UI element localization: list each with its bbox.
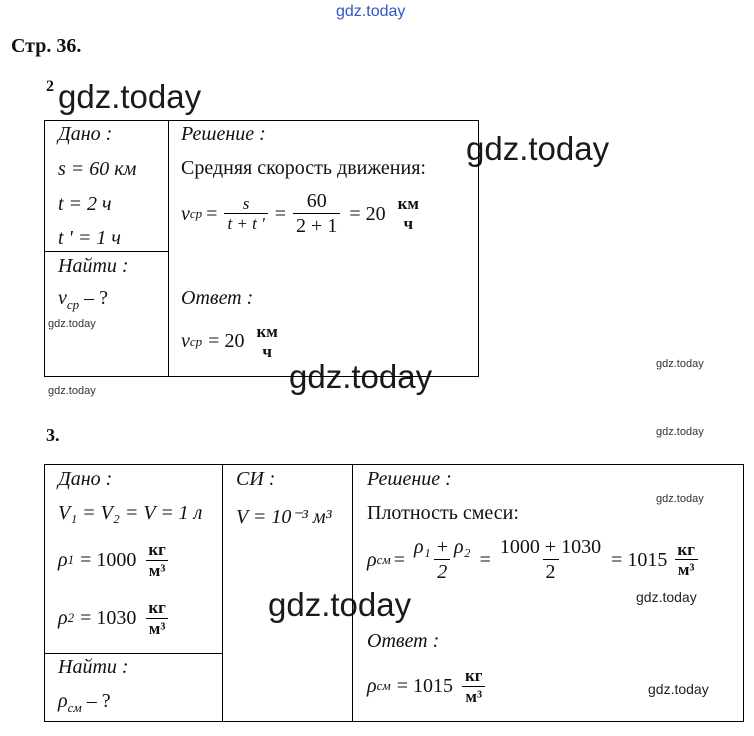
si-value: V = 10⁻³ м³: [236, 506, 332, 528]
watermark-small: gdz.today: [48, 385, 96, 397]
watermark-small: gdz.today: [656, 426, 704, 438]
numerator: 60: [306, 190, 327, 212]
solution-label: Решение :: [181, 123, 266, 145]
unit-numerator: км: [256, 322, 278, 341]
problem-number: 3.: [46, 425, 60, 445]
watermark-large: gdz.today: [268, 586, 412, 623]
unit-numerator: кг: [148, 598, 166, 617]
unit-numerator: км: [397, 194, 419, 214]
table-divider: [168, 120, 169, 377]
variable: ρ: [58, 548, 68, 571]
answer-label: Ответ :: [181, 287, 254, 309]
given-value: = 1000: [80, 548, 137, 571]
find-tail: – ?: [86, 690, 111, 712]
fraction: [411, 536, 474, 584]
result: = 20: [349, 202, 386, 225]
formula: [367, 536, 701, 584]
fraction: [224, 194, 267, 235]
unit-denominator: м³: [146, 618, 169, 639]
unit-fraction: [253, 322, 280, 362]
watermark-large: gdz.today: [289, 358, 433, 395]
unit-fraction: [395, 194, 422, 234]
table-divider: [352, 464, 353, 722]
page-heading: Стр. 36.: [11, 35, 82, 57]
variable: ρ: [58, 690, 68, 712]
unit-numerator: кг: [464, 666, 483, 685]
table-divider: [44, 251, 168, 252]
subscript: 2: [67, 610, 75, 626]
watermark-small: gdz.today: [648, 681, 709, 697]
watermark-large: gdz.today: [466, 130, 610, 167]
subscript: ср: [189, 206, 203, 221]
answer-label: Ответ :: [367, 630, 440, 652]
subscript: см: [67, 700, 82, 715]
unit-fraction: [145, 598, 169, 639]
unit-numerator: кг: [677, 539, 695, 559]
unit-denominator: ч: [403, 213, 414, 233]
subscript: см: [376, 678, 391, 694]
result: = 1015: [611, 548, 668, 571]
find-label: Найти :: [58, 656, 129, 678]
solution-label: Решение :: [367, 468, 452, 490]
unit-denominator: м³: [146, 560, 169, 581]
equals-sign: =: [206, 202, 218, 225]
subscript: ср: [189, 333, 203, 349]
solution-text: Плотность смеси:: [367, 502, 519, 524]
variable: v: [58, 287, 67, 309]
denominator: t + t ': [224, 213, 267, 234]
watermark-small: gdz.today: [48, 318, 96, 330]
watermark-large: gdz.today: [58, 78, 202, 115]
variable: ρ: [58, 606, 68, 629]
answer-value: = 1015: [396, 674, 453, 697]
denominator: 2: [543, 559, 559, 584]
watermark-small: gdz.today: [656, 358, 704, 370]
subscript: см: [376, 552, 391, 567]
unit-fraction: [145, 540, 169, 581]
variable: v: [181, 330, 190, 353]
answer: [367, 666, 488, 707]
watermark-small: gdz.today: [656, 493, 704, 505]
denominator: 2 + 1: [293, 213, 340, 238]
solution-text: Средняя скорость движения:: [181, 157, 426, 179]
unit-fraction: [462, 666, 486, 707]
numerator: 1000 + 1030: [499, 536, 602, 558]
numerator: s: [242, 193, 250, 213]
watermark-small: gdz.today: [636, 589, 697, 605]
variable: v: [181, 202, 190, 225]
problem-number: 2: [46, 78, 54, 95]
table-divider: [44, 653, 222, 654]
numerator: ρ₁ + ρ₂: [413, 536, 471, 558]
given-value: = 1030: [80, 606, 137, 629]
unit-numerator: кг: [148, 540, 166, 559]
unit-denominator: ч: [262, 341, 272, 361]
find-tail: – ?: [84, 287, 109, 309]
fraction: [497, 536, 604, 584]
fraction: [293, 190, 340, 238]
subscript: 1: [67, 552, 75, 568]
equals-sign: =: [393, 548, 405, 571]
table-divider: [222, 464, 223, 722]
subscript: ср: [66, 297, 80, 312]
answer-value: = 20: [208, 330, 245, 353]
given-label: Дано :: [58, 468, 113, 490]
unit-fraction: [674, 540, 698, 581]
find-expression: [58, 690, 111, 716]
denominator: 2: [434, 559, 450, 584]
formula: [181, 190, 425, 238]
answer: [181, 322, 284, 362]
variable: ρ: [367, 674, 377, 697]
find-expression: [58, 287, 108, 313]
given-item: [58, 540, 172, 581]
unit-denominator: м³: [675, 559, 698, 580]
given-item: t = 2 ч: [58, 193, 112, 215]
find-label: Найти :: [58, 255, 129, 277]
variable: ρ: [367, 548, 377, 571]
given-item: [58, 598, 172, 639]
si-label: СИ :: [236, 468, 276, 490]
equals-sign: =: [274, 202, 287, 225]
given-label: Дано :: [58, 123, 113, 145]
given-item: t ' = 1 ч: [58, 227, 121, 249]
given-item: V₁ = V₂ = V = 1 л: [58, 502, 203, 524]
unit-denominator: м³: [462, 686, 485, 707]
equals-sign: =: [479, 548, 491, 571]
given-item: s = 60 км: [58, 158, 137, 180]
watermark-top: gdz.today: [336, 3, 406, 20]
